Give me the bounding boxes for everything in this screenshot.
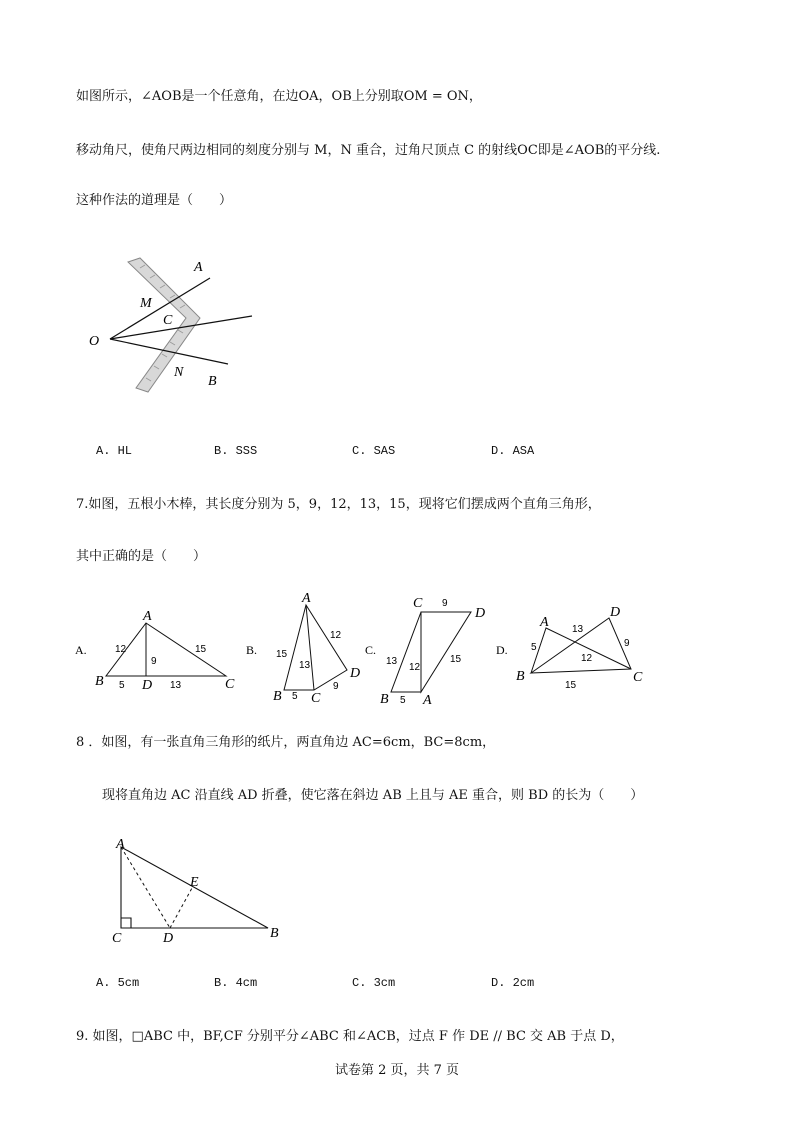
q7d-num-13: 13 [572, 624, 584, 635]
q8-line1: 8 ．如图，有一张直角三角形的纸片，两直角边 AC=6cm，BC=8cm， [76, 735, 496, 750]
q8-option-b[interactable]: B. 4cm [214, 976, 258, 990]
label-n: N [174, 365, 184, 380]
q6-line3: 这种作法的道理是（ ） [76, 193, 233, 208]
q7-option-a-label[interactable]: A. [75, 643, 87, 657]
q7d-label-a: A [540, 615, 549, 630]
q6-option-c[interactable]: C. SAS [352, 444, 396, 458]
q7a-label-a: A [143, 609, 152, 624]
q7a-label-c: C [225, 677, 235, 692]
q7a-label-b: B [95, 674, 104, 689]
q8-figure [105, 830, 295, 945]
label-a: A [194, 260, 203, 275]
q7b-num-12: 12 [330, 630, 342, 641]
page-footer: 试卷第 2 页，共 7 页 [334, 1063, 460, 1078]
q7c-label-a: A [423, 693, 432, 708]
label-c: C [163, 313, 173, 328]
q6-figure [80, 250, 280, 400]
q7a-label-d: D [142, 678, 153, 693]
q8-option-a[interactable]: A. 5cm [96, 976, 140, 990]
q7a-num-5: 5 [119, 680, 125, 691]
q8-label-e: E [190, 875, 199, 890]
q8-label-c: C [112, 931, 122, 946]
q7b-label-c: C [311, 691, 321, 706]
q7d-num-9: 9 [624, 638, 630, 649]
q7-option-b-label[interactable]: B. [246, 643, 258, 657]
q7b-num-9: 9 [333, 681, 339, 692]
q8-label-a: A [116, 837, 125, 852]
q7-option-d-label[interactable]: D. [496, 643, 508, 657]
q8-option-c[interactable]: C. 3cm [352, 976, 396, 990]
q7-figures [70, 590, 650, 710]
q7a-num-12: 12 [115, 644, 127, 655]
q7c-label-c: C [413, 596, 423, 611]
q7d-num-5: 5 [531, 642, 537, 653]
fold-de [170, 888, 192, 928]
q9-line1: 9. 如图，□ABC 中，BF,CF 分别平分∠ABC 和∠ACB，过点 F 作 DE // BC 交 AB 于点 D， [76, 1029, 624, 1044]
q7d-label-d: D [610, 605, 621, 620]
q7b-label-a: A [302, 591, 311, 606]
q7d-label-c: C [633, 670, 643, 685]
q7b-label-b: B [273, 689, 282, 704]
q7b-num-5: 5 [292, 691, 298, 702]
q6-option-b[interactable]: B. SSS [214, 444, 258, 458]
q7d-num-12: 12 [581, 653, 593, 664]
q6-line2: 移动角尺，使角尺两边相同的刻度分别与 M，N 重合，过角尺顶点 C 的射线OC即是∠AOB的平分线. [76, 143, 661, 158]
q7c-num-12: 12 [409, 662, 421, 673]
q7c-num-5: 5 [400, 695, 406, 706]
q6-option-d[interactable]: D. ASA [491, 444, 535, 458]
q7c-num-13: 13 [386, 656, 398, 667]
q7a-num-15: 15 [195, 644, 207, 655]
q7a-num-13: 13 [170, 680, 182, 691]
q7-fig-c-lines [391, 612, 471, 692]
q7-line1: 7.如图，五根小木棒，其长度分别为 5，9，12，13，15，现将它们摆成两个直角三角形， [76, 497, 601, 512]
fold-ad [121, 847, 170, 928]
q8-line2: 现将直角边 AC 沿直线 AD 折叠，使它落在斜边 AB 上且与 AE 重合，则 BD 的长为（ ） [102, 788, 644, 803]
label-o: O [89, 334, 100, 349]
q7b-num-13: 13 [299, 660, 311, 671]
q7b-num-15: 15 [276, 649, 288, 660]
label-b: B [208, 374, 217, 389]
q8-label-d: D [163, 931, 174, 946]
q8-option-d[interactable]: D. 2cm [491, 976, 535, 990]
label-m: M [140, 296, 152, 311]
q8-label-b: B [270, 926, 279, 941]
q7c-label-b: B [380, 692, 389, 707]
q7d-label-b: B [516, 669, 525, 684]
q7b-label-d: D [350, 666, 361, 681]
q7-line2: 其中正确的是（ ） [76, 549, 207, 564]
q7-option-c-label[interactable]: C. [365, 643, 377, 657]
q7c-num-15: 15 [450, 654, 462, 665]
q7d-num-15: 15 [565, 680, 577, 691]
q6-option-a[interactable]: A. HL [96, 444, 133, 458]
q6-line1: 如图所示，∠AOB是一个任意角，在边OA，OB上分别取OM = ON， [76, 89, 482, 104]
q7-fig-b-lines [284, 605, 347, 690]
q7c-label-d: D [475, 606, 486, 621]
right-angle-mark [121, 918, 131, 928]
q7a-num-9: 9 [151, 656, 157, 667]
q7c-num-9: 9 [442, 598, 448, 609]
